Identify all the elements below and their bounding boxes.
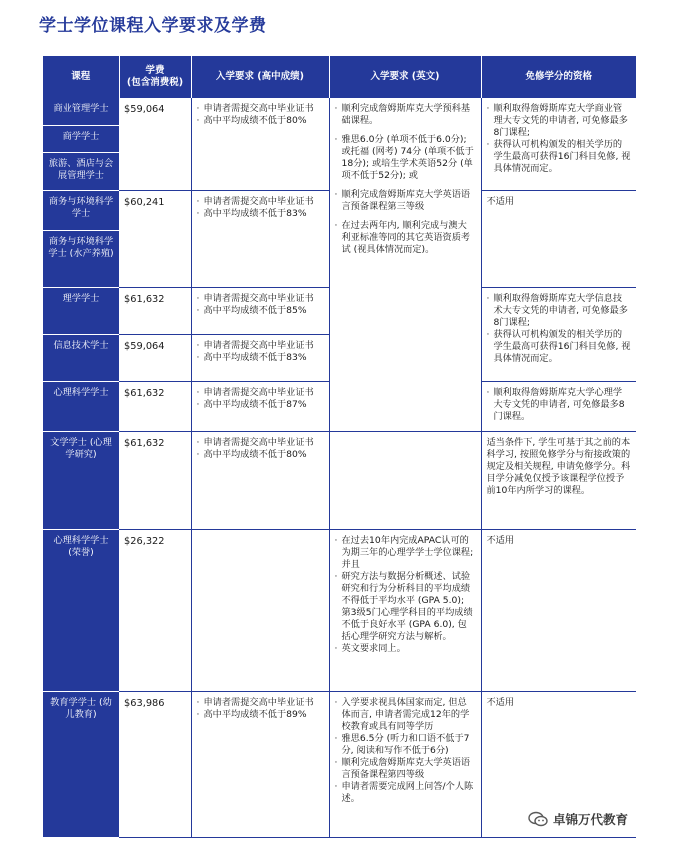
requirements-table <box>43 56 636 838</box>
program-cell: 商务与环境科学学士 <box>43 190 119 230</box>
program-cell: 理学学士 <box>43 287 119 334</box>
exemption-cell <box>481 529 636 691</box>
fee-cell: $60,241 <box>119 190 191 287</box>
fee-cell: $63,986 <box>119 691 191 837</box>
list-item: · 顺利取得詹姆斯库克大学信息技术大专文凭的申请者, 可免修最多8门课程; <box>487 293 632 329</box>
hs-requirement-cell <box>191 334 329 381</box>
list-item: · 获得认可机构颁发的相关学历的学生最高可获得16门科目免修, 视具体情况而定。 <box>487 329 632 365</box>
table-row <box>43 431 636 529</box>
list-item: · 申请者需提交高中毕业证书 <box>197 437 324 449</box>
fee-cell: $61,632 <box>119 287 191 334</box>
english-requirement-cell <box>329 431 481 529</box>
not-applicable-text: 不适用 <box>486 195 515 207</box>
list-item: · 高中平均成绩不低于87% <box>197 399 324 411</box>
program-cell: 商务与环境科学学士 (水产养殖) <box>43 230 119 287</box>
list-item: · 申请者需提交高中毕业证书 <box>197 196 324 208</box>
list-item: · 在过去10年内完成APAC认可的为期三年的心理学学士学位课程; 并且 <box>335 535 476 571</box>
hs-requirement-cell <box>191 529 329 691</box>
header-fee-line1: 学费 <box>145 65 165 76</box>
fee-cell: $61,632 <box>119 381 191 431</box>
fee-cell: $61,632 <box>119 431 191 529</box>
exemption-cell <box>481 381 636 431</box>
header-row <box>43 56 636 98</box>
exemption-cell <box>481 287 636 381</box>
list-item: · 研究方法与数据分析概述、试验研究和行为分析科目的平均成绩不得低于平均水平 (GPA 5.0); 第3级5门心理学科目的平均成绩不低于良好水平 (GPA 6.0), 包括心理学研究方法与解析。 <box>335 571 476 643</box>
exemption-cell <box>481 190 636 287</box>
exemption-cell <box>481 98 636 190</box>
program-cell: 商学学士 <box>43 125 119 152</box>
list-item: · 获得认可机构颁发的相关学历的学生最高可获得16门科目免修, 视具体情况而定。 <box>487 139 632 175</box>
list-item: · 申请者需提交高中毕业证书 <box>197 340 324 352</box>
fee-cell: $59,064 <box>119 334 191 381</box>
list-item: · 顺利取得詹姆斯库克大学心理学大专文凭的申请者, 可免修最多8门课程。 <box>487 387 632 423</box>
header-fee-line2: (包含消费税) <box>126 77 184 88</box>
watermark <box>528 810 628 828</box>
table-row <box>43 529 636 691</box>
list-item: · 申请者需提交高中毕业证书 <box>197 387 324 399</box>
table-row <box>43 98 636 125</box>
program-cell: 商业管理学士 <box>43 98 119 125</box>
list-item: · 申请者需提交高中毕业证书 <box>197 103 324 115</box>
list-item: · 申请者需要完成网上问答/个人陈述。 <box>335 781 476 805</box>
english-requirement-cell <box>329 691 481 837</box>
list-item: · 雅思6.0分 (单项不低于6.0分); 或托福 (网考) 74分 (单项不低于18分); 或培生学术英语52分 (单项不低于52分); 或 <box>335 134 476 182</box>
list-item: · 在过去两年内, 顺利完成与澳大利亚标准等同的其它英语资质考试 (视具体情况而定)。 <box>335 220 476 256</box>
exemption-text: 适当条件下, 学生可基于其之前的本科学习, 按照免修学分与衔接政策的规定及相关规程, 申请免修学分。科目学分减免仅授予该课程学位授予前10年内所学习的课程。 <box>486 436 631 496</box>
header-hs-requirement: 入学要求 (高中成绩) <box>191 56 329 98</box>
header-fee <box>119 56 191 98</box>
fee-cell: $59,064 <box>119 98 191 190</box>
header-program: 课程 <box>43 56 119 98</box>
list-item: · 高中平均成绩不低于83% <box>197 352 324 364</box>
hs-requirement-cell <box>191 190 329 287</box>
list-item: · 申请者需提交高中毕业证书 <box>197 697 324 709</box>
page-title: 学士学位课程入学要求及学费 <box>39 16 267 36</box>
hs-requirement-cell <box>191 98 329 190</box>
list-item: · 雅思6.5分 (听力和口语不低于7分, 阅读和写作不低于6分) <box>335 733 476 757</box>
list-item: · 顺利完成詹姆斯库克大学英语语言预备课程第四等级 <box>335 757 476 781</box>
list-item: · 顺利完成詹姆斯库克大学英语语言预备课程第三等级 <box>335 189 476 213</box>
not-applicable-text: 不适用 <box>486 534 515 546</box>
watermark-text: 卓锦万代教育 <box>553 812 629 827</box>
fee-cell: $26,322 <box>119 529 191 691</box>
english-requirement-cell <box>329 98 481 431</box>
list-item: · 英文要求同上。 <box>335 643 476 655</box>
list-item: · 高中平均成绩不低于80% <box>197 449 324 461</box>
program-cell: 心理科学学士 (荣誉) <box>43 529 119 691</box>
exemption-cell <box>481 431 636 529</box>
header-exemption: 免修学分的资格 <box>481 56 636 98</box>
hs-requirement-cell <box>191 431 329 529</box>
program-cell: 信息技术学士 <box>43 334 119 381</box>
header-english-requirement: 入学要求 (英文) <box>329 56 481 98</box>
program-cell: 旅游、酒店与会展管理学士 <box>43 152 119 190</box>
list-item: · 顺利完成詹姆斯库克大学预科基础课程。 <box>335 103 476 127</box>
list-item: · 入学要求视具体国家而定, 但总体而言, 申请者需完成12年的学校教育或具有同等学历 <box>335 697 476 733</box>
list-item: · 申请者需提交高中毕业证书 <box>197 293 324 305</box>
hs-requirement-cell <box>191 287 329 334</box>
program-cell: 心理科学学士 <box>43 381 119 431</box>
english-requirement-cell <box>329 529 481 691</box>
wechat-icon <box>528 811 548 827</box>
hs-requirement-cell <box>191 691 329 837</box>
list-item: · 高中平均成绩不低于83% <box>197 208 324 220</box>
program-cell: 教育学学士 (幼儿教育) <box>43 691 119 837</box>
program-cell: 文学学士 (心理学研究) <box>43 431 119 529</box>
list-item: · 高中平均成绩不低于89% <box>197 709 324 721</box>
list-item: · 高中平均成绩不低于80% <box>197 115 324 127</box>
not-applicable-text: 不适用 <box>486 696 515 708</box>
list-item: · 顺利取得詹姆斯库克大学商业管理大专文凭的申请者, 可免修最多8门课程; <box>487 103 632 139</box>
hs-requirement-cell <box>191 381 329 431</box>
list-item: · 高中平均成绩不低于85% <box>197 305 324 317</box>
